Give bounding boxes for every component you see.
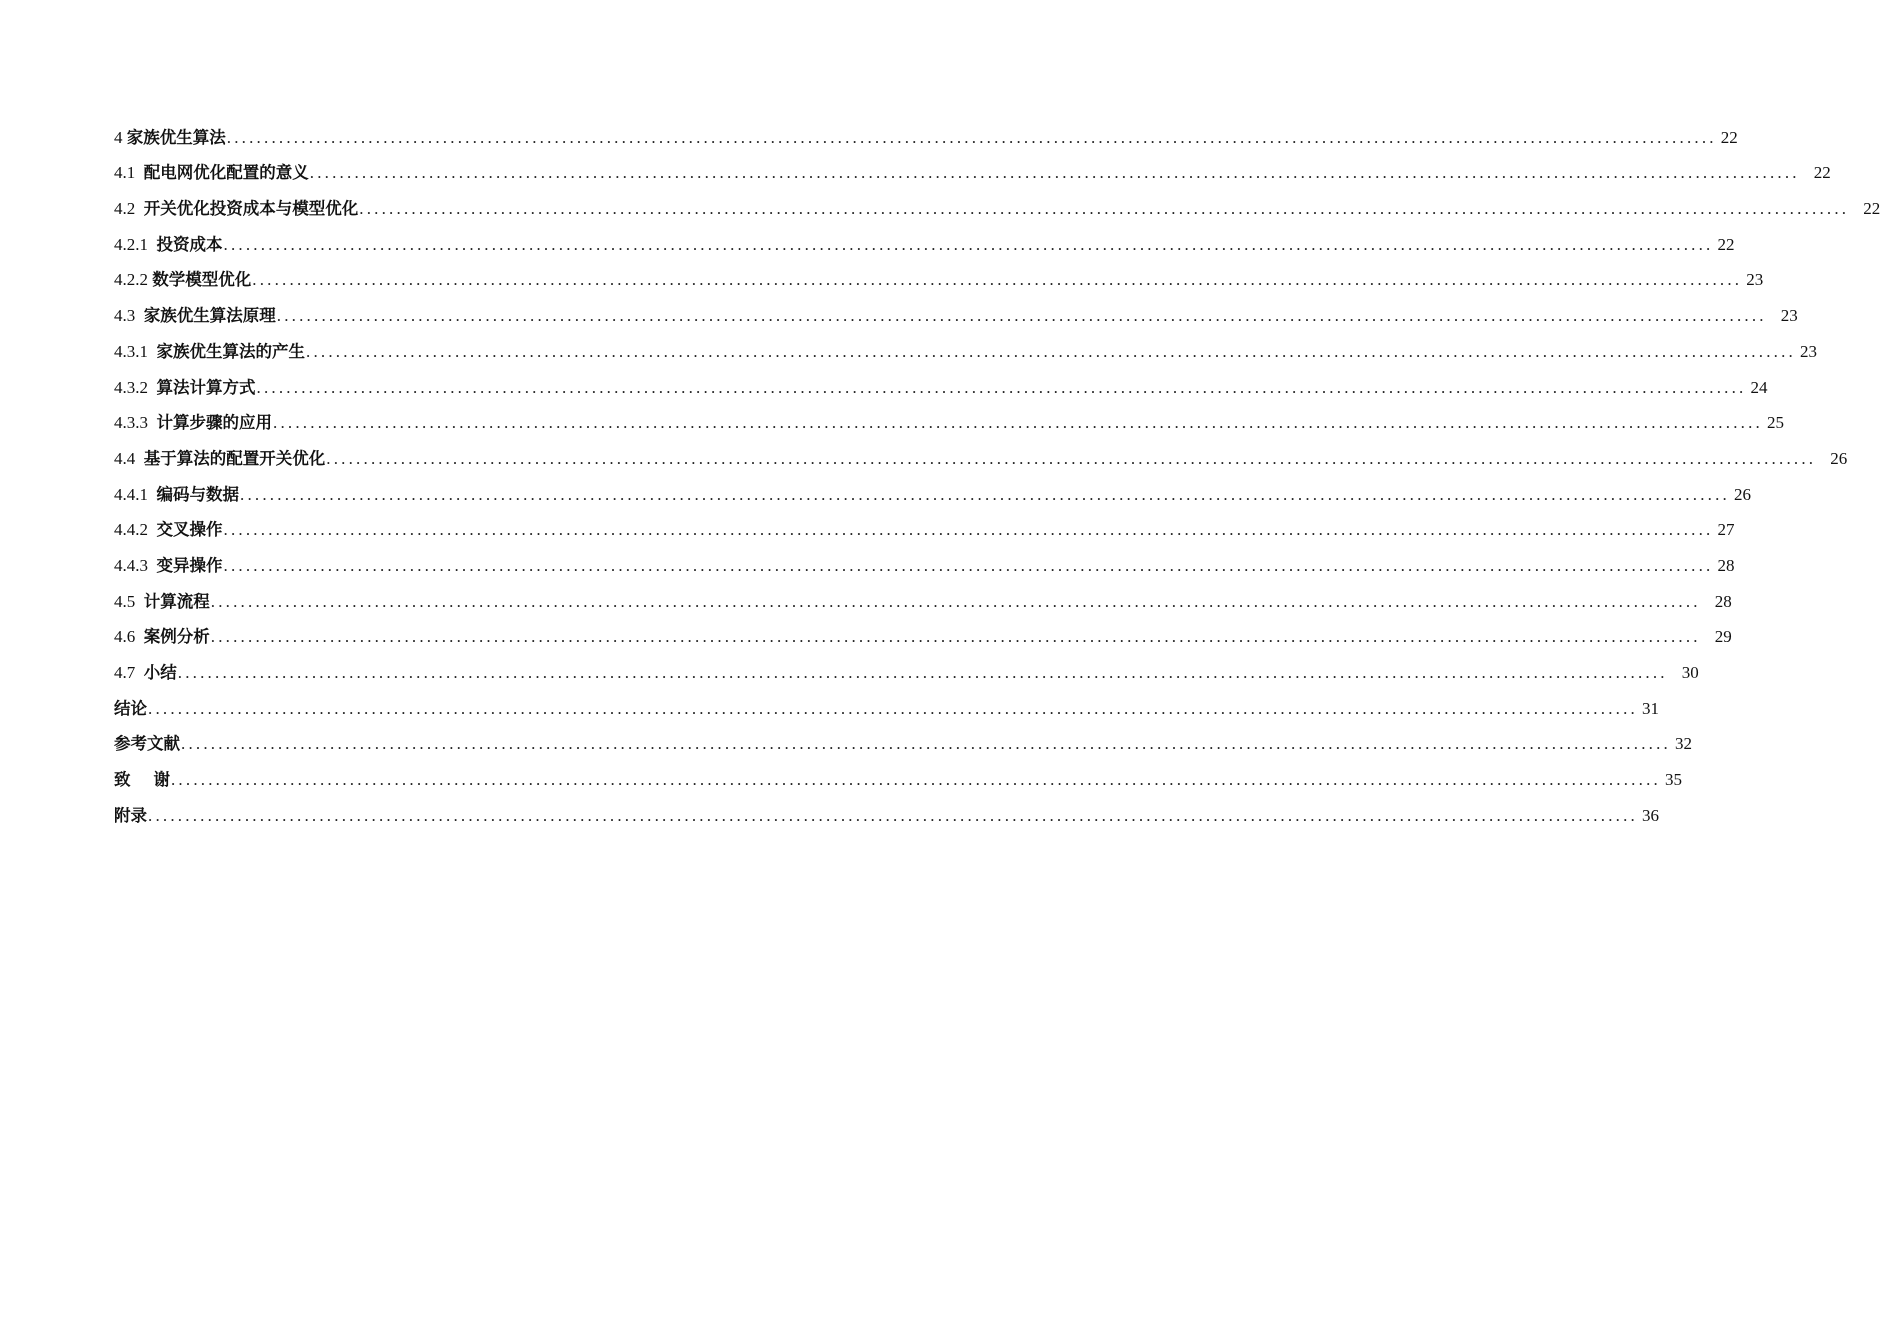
toc-page-number: 27 — [1717, 520, 1735, 540]
toc-page-number: 26 — [1830, 448, 1848, 468]
table-of-contents — [114, 113, 1880, 827]
toc-entry[interactable] — [114, 648, 1699, 684]
toc-section-title: 家族优生算法 — [126, 127, 226, 147]
toc-page-number: 26 — [1734, 484, 1751, 504]
toc-section-number: 4.2.1 — [114, 234, 157, 254]
toc-entry[interactable] — [114, 506, 1735, 542]
toc-dot-leader: ........................................................................................................................................................................................................ — [309, 163, 1800, 183]
toc-page-number: 22 — [1863, 199, 1880, 219]
toc-page-number: 23 — [1746, 270, 1764, 290]
toc-section-number: 4.3 — [114, 306, 144, 326]
toc-dot-leader: ........................................................................................................................................................................................................ — [181, 734, 1671, 754]
toc-section-title: 基于算法的配置开关优化 — [143, 448, 326, 468]
toc-entry[interactable] — [114, 363, 1768, 399]
toc-dot-leader: ........................................................................................................................................................................................................ — [252, 270, 1743, 290]
toc-entry[interactable] — [114, 327, 1817, 363]
toc-dot-leader: ........................................................................................................................................................................................................ — [226, 127, 1717, 147]
toc-dot-leader: ........................................................................................................................................................................................................ — [273, 413, 1763, 433]
toc-page-number: 29 — [1714, 627, 1732, 647]
toc-section-title: 小结 — [143, 663, 177, 682]
toc-dot-leader: ........................................................................................................................................................................................................ — [306, 341, 1796, 361]
toc-dot-leader: ........................................................................................................................................................................................................ — [256, 377, 1747, 397]
toc-section-number: 4 — [114, 127, 127, 147]
toc-dot-leader: ........................................................................................................................................................................................................ — [223, 234, 1714, 254]
toc-section-number: 4.7 — [114, 663, 144, 682]
toc-section-title: 结论 — [114, 698, 147, 718]
toc-entry[interactable] — [114, 149, 1831, 185]
toc-entry[interactable] — [114, 720, 1692, 756]
toc-section-number: 4.2 — [114, 199, 144, 219]
toc-entry[interactable] — [114, 755, 1682, 791]
toc-section-number: 4.4.1 — [114, 484, 157, 504]
toc-dot-leader: ........................................................................................................................................................................................................ — [326, 448, 1817, 468]
toc-entry[interactable] — [114, 184, 1880, 220]
toc-section-title: 配电网优化配置的意义 — [143, 163, 309, 183]
toc-section-title: 交叉操作 — [156, 520, 223, 540]
toc-page-number: 23 — [1800, 341, 1817, 361]
toc-section-title: 编码与数据 — [156, 484, 239, 504]
toc-section-title: 参考文献 — [114, 734, 180, 754]
toc-page-number: 24 — [1750, 377, 1768, 397]
toc-entry[interactable] — [114, 577, 1732, 613]
toc-section-title: 变异操作 — [156, 555, 223, 575]
toc-section-number: 4.4.2 — [114, 520, 157, 540]
toc-dot-leader: ........................................................................................................................................................................................................ — [223, 520, 1714, 540]
toc-entry[interactable] — [114, 220, 1735, 256]
toc-dot-leader: ........................................................................................................................................................................................................ — [170, 770, 1661, 790]
toc-entry[interactable] — [114, 434, 1848, 470]
toc-section-title: 附录 — [114, 805, 147, 825]
toc-section-number: 4.3.3 — [114, 413, 157, 433]
toc-dot-leader: ........................................................................................................................................................................................................ — [210, 591, 1701, 611]
toc-page-number: 22 — [1717, 234, 1735, 254]
toc-section-number: 4.3.1 — [114, 341, 157, 361]
toc-entry[interactable] — [114, 399, 1784, 435]
toc-page-number: 30 — [1681, 663, 1699, 682]
toc-section-title: 家族优生算法原理 — [143, 306, 276, 326]
toc-dot-leader: ........................................................................................................................................................................................................ — [276, 306, 1767, 326]
toc-dot-leader: ........................................................................................................................................................................................................ — [240, 484, 1730, 504]
toc-section-title: 投资成本 — [156, 234, 223, 254]
toc-entry[interactable] — [114, 541, 1735, 577]
toc-dot-leader: ........................................................................................................................................................................................................ — [148, 805, 1638, 825]
toc-section-number: 4.6 — [114, 627, 144, 647]
toc-entry[interactable] — [114, 113, 1738, 149]
toc-page-number: 22 — [1720, 127, 1738, 147]
toc-entry[interactable] — [114, 291, 1798, 327]
toc-entry[interactable] — [114, 791, 1659, 827]
toc-entry[interactable] — [114, 470, 1751, 506]
toc-entry[interactable] — [114, 256, 1764, 292]
toc-page-number: 31 — [1642, 698, 1659, 718]
toc-entry[interactable] — [114, 684, 1659, 720]
toc-dot-leader: ........................................................................................................................................................................................................ — [223, 555, 1714, 575]
toc-page-number: 23 — [1780, 306, 1798, 326]
toc-page-number: 22 — [1813, 163, 1831, 183]
toc-dot-leader: ........................................................................................................................................................................................................ — [359, 199, 1850, 219]
toc-section-number: 4.5 — [114, 591, 144, 611]
toc-dot-leader: ........................................................................................................................................................................................................ — [210, 627, 1701, 647]
toc-page-number: 32 — [1675, 734, 1692, 754]
toc-section-number: 4.3.2 — [114, 377, 157, 397]
toc-section-title: 案例分析 — [143, 627, 210, 647]
toc-dot-leader: ........................................................................................................................................................................................................ — [177, 663, 1668, 682]
toc-page-number: 28 — [1717, 555, 1735, 575]
toc-entry[interactable] — [114, 613, 1732, 649]
toc-section-title: 算法计算方式 — [156, 377, 256, 397]
toc-section-number: 4.4 — [114, 448, 144, 468]
toc-page-number: 28 — [1714, 591, 1732, 611]
toc-page-number: 25 — [1767, 413, 1784, 433]
toc-section-title: 计算步骤的应用 — [156, 413, 272, 433]
toc-section-title: 数学模型优化 — [152, 270, 252, 290]
toc-page-number: 36 — [1642, 805, 1659, 825]
toc-section-title: 开关优化投资成本与模型优化 — [143, 199, 359, 219]
toc-section-number: 4.1 — [114, 163, 144, 183]
toc-section-number: 4.2.2 — [114, 270, 153, 290]
toc-dot-leader: ........................................................................................................................................................................................................ — [148, 698, 1638, 718]
toc-page-number: 35 — [1664, 770, 1682, 790]
toc-section-title: 家族优生算法的产生 — [156, 341, 305, 361]
toc-section-number: 4.4.3 — [114, 555, 157, 575]
toc-section-title: 致 谢 — [114, 770, 170, 790]
toc-section-title: 计算流程 — [143, 591, 210, 611]
